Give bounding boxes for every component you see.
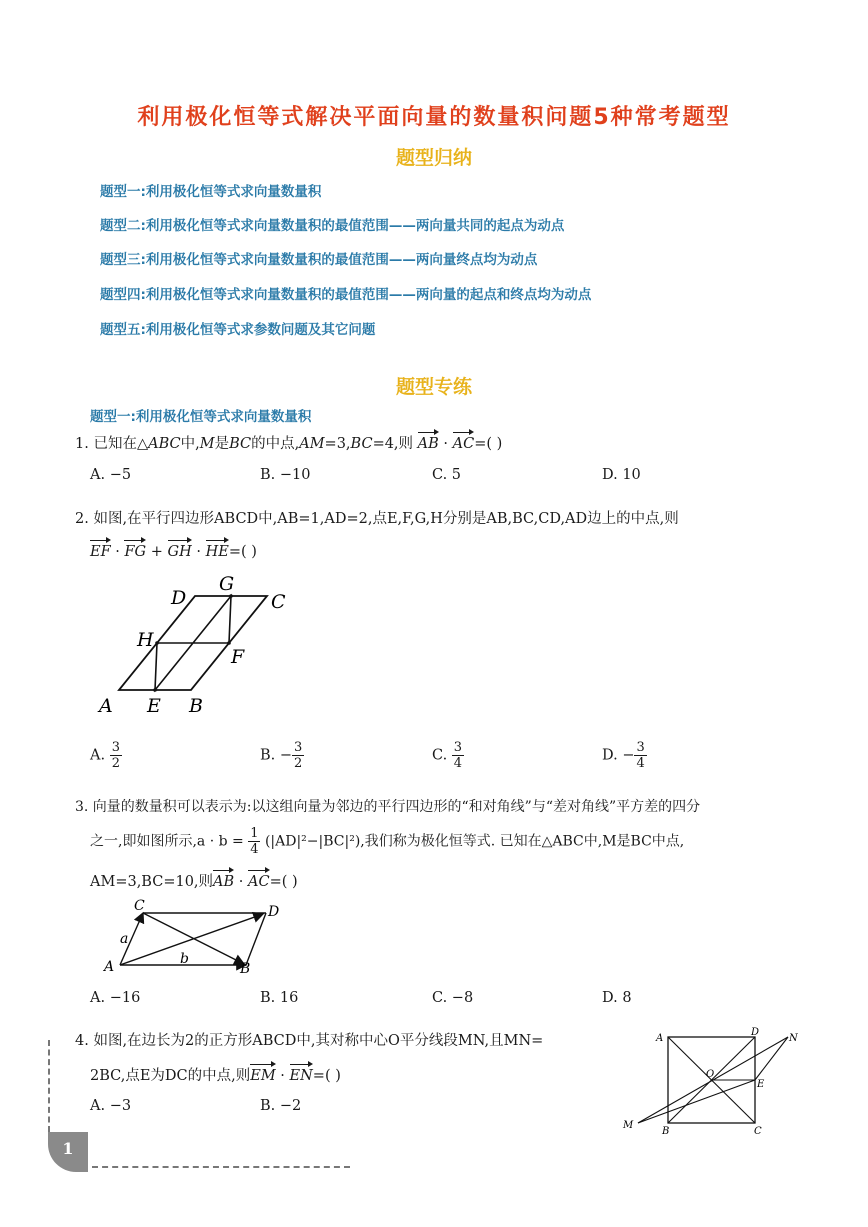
parallelogram-figure [95, 570, 305, 720]
toc-item-4: 题型四:利用极化恒等式求向量数量积的最值范围——两向量的起点和终点均为动点 [100, 287, 592, 303]
vector-ab: AB [418, 430, 439, 455]
label-c-q3: C [134, 898, 145, 914]
vector-en: EN [290, 1062, 313, 1087]
page-border-vertical [48, 1040, 50, 1132]
label-f: F [231, 646, 245, 668]
q4-option-a: A. −3 [90, 1098, 132, 1114]
question-3-line-3: AM=3,BC=10,则AB · AC=( ) [90, 868, 298, 893]
vector-ac-q3: AC [248, 868, 270, 893]
label-e-q4: E [757, 1079, 765, 1090]
vector-fg: FG [124, 538, 146, 563]
q2-option-d: D. − $\frac{3}{4}$ [602, 740, 645, 771]
q3-option-d: D. 8 [602, 990, 632, 1006]
label-vector-a: a [120, 931, 129, 947]
q3-option-b: B. 16 [260, 990, 299, 1006]
label-g: G [219, 573, 235, 595]
toc-item-1: 题型一:利用极化恒等式求向量数量积 [100, 184, 322, 200]
label-a-q3: A [104, 959, 115, 975]
label-d: D [171, 587, 187, 609]
label-e: E [147, 695, 161, 717]
question-1: 1. 已知在△ABC中,M是BC的中点,AM=3,BC=4,则 AB · AC=( ) [75, 430, 502, 455]
label-d-q3: D [268, 904, 280, 920]
question-4-line-2: 2BC,点E为DC的中点,则EM · EN=( ) [90, 1062, 341, 1087]
label-a: A [99, 695, 113, 717]
q1-option-c: C. 5 [432, 467, 462, 483]
page-border-horizontal [92, 1166, 350, 1168]
q4-option-b: B. −2 [260, 1098, 302, 1114]
toc-item-3: 题型三:利用极化恒等式求向量数量积的最值范围——两向量终点均为动点 [100, 252, 538, 268]
section-title-summary: 题型归纳 [395, 147, 472, 169]
subsection-title-1: 题型一:利用极化恒等式求向量数量积 [90, 409, 312, 425]
toc-item-2: 题型二:利用极化恒等式求向量数量积的最值范围——两向量共同的起点为动点 [100, 218, 565, 234]
label-d-q4: D [751, 1027, 760, 1038]
label-b-q3: B [240, 961, 251, 977]
q2-option-a: A. $\frac{3}{2}$ [90, 740, 120, 771]
page-number: 1 [48, 1132, 88, 1172]
label-m-q4: M [623, 1120, 634, 1131]
vector-em: EM [250, 1062, 275, 1087]
vector-ac: AC [453, 430, 475, 455]
q1-option-d: D. 10 [602, 467, 641, 483]
q2-option-b: B. − $\frac{3}{2}$ [260, 740, 303, 771]
label-h: H [137, 629, 154, 651]
section-title-practice: 题型专练 [395, 376, 472, 398]
vector-ab-q3: AB [213, 868, 234, 893]
vector-ef: EF [90, 538, 111, 563]
question-3-line-2: 之一,即如图所示,a · b = $\frac{1}{4}$ (|AD|²−|BC|²),我们称为极化恒等式. 已知在△ABC中,M是BC中点, [90, 826, 685, 857]
q3-option-a: A. −16 [90, 990, 141, 1006]
question-4-line-1: 4. 如图,在边长为2的正方形ABCD中,其对称中心O平分线段MN,且MN= [75, 1033, 544, 1049]
label-c-q4: C [754, 1126, 762, 1137]
label-b-q4: B [662, 1126, 670, 1137]
label-vector-b: b [180, 951, 189, 967]
vector-parallelogram-figure [100, 897, 300, 977]
q1-option-a: A. −5 [90, 467, 132, 483]
question-3-line-1: 3. 向量的数量积可以表示为:以这组向量为邻边的平行四边形的“和对角线”与“差对角线”平方差的四分 [75, 799, 701, 815]
main-title: 利用极化恒等式解决平面向量的数量积问题5种常考题型 [137, 105, 731, 130]
label-n-q4: N [789, 1033, 798, 1044]
question-2-line-1: 2. 如图,在平行四边形ABCD中,AB=1,AD=2,点E,F,G,H分别是AB,BC,CD,AD边上的中点,则 [75, 511, 679, 527]
vector-gh: GH [168, 538, 192, 563]
label-o-q4: O [706, 1069, 715, 1080]
vector-he: HE [206, 538, 229, 563]
q2-option-c: C. $\frac{3}{4}$ [432, 740, 463, 771]
question-2-line-2: EF · FG + GH · HE=( ) [90, 538, 257, 563]
q1-option-b: B. −10 [260, 467, 311, 483]
toc-item-5: 题型五:利用极化恒等式求参数问题及其它问题 [100, 322, 376, 338]
square-figure [620, 1025, 810, 1140]
label-b: B [189, 695, 203, 717]
q3-option-c: C. −8 [432, 990, 474, 1006]
label-c: C [271, 591, 286, 613]
label-a-q4: A [656, 1033, 664, 1044]
